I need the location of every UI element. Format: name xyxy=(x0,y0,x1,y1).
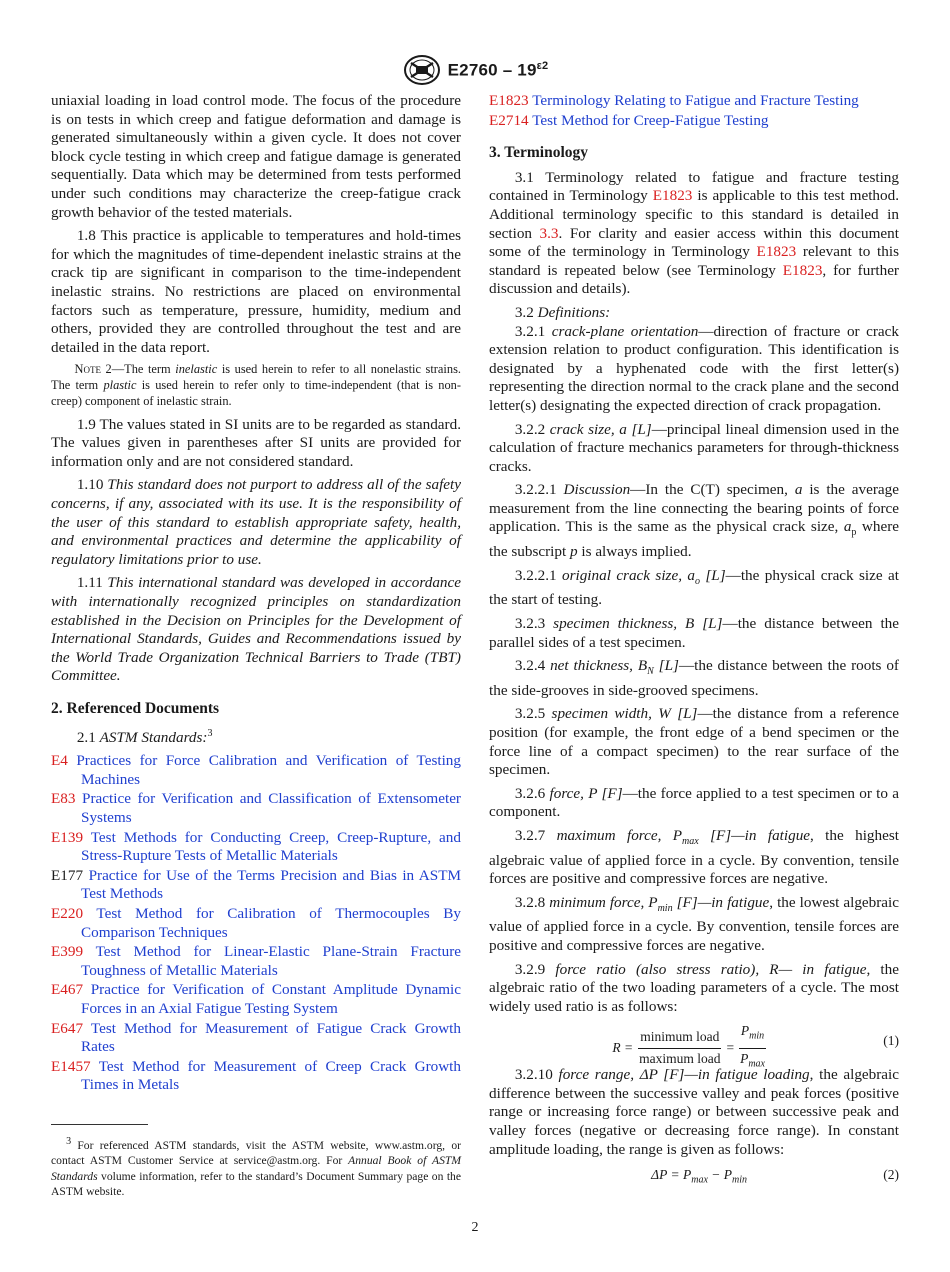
definition-specimen-thickness: 3.2.3 specimen thickness, B [L]—the distance between the parallel sides of a test specimen. xyxy=(489,614,900,651)
discussion-crack-size: 3.2.2.1 Discussion—In the C(T) specimen, a is the average measurement from the line connecting the bearing points of force application. This is the same as the physical crack size, $a_p$ where the subscript p is always implied. xyxy=(489,481,899,561)
reference-e4[interactable]: E4 Practices for Force Calibration and Verification of Testing Machines xyxy=(51,752,461,788)
definition-crack-plane-orientation: 3.2.1 crack-plane orientation—direction of fracture or crack extension relation to product configuration. This identification is designated by a hyphenated code with the first letter(s) representing the direction normal to the crack plane and the second letter(s) designating the expected direction of crack propagation. xyxy=(489,322,900,414)
reference-e139[interactable]: E139 Test Methods for Conducting Creep, Creep-Rupture, and Stress-Rupture Tests of Metallic Materials xyxy=(51,828,461,865)
definition-minimum-force: 3.2.8 minimum force, $P_{min}$ [F]—in fatigue, the lowest algebraic value of applied force in a cycle. By convention, tensile forces are positive and compressive forces are negative. xyxy=(489,893,900,954)
definition-maximum-force: 3.2.7 maximum force, $P_{max}$ [F]—in fatigue, the highest algebraic value of applied force in a cycle. By convention, tensile forces are positive and compressive forces are negative. xyxy=(489,826,899,888)
definition-original-crack-size: 3.2.2.1 original crack size, $a_o$ [L]—the physical crack size at the start of testing. xyxy=(489,566,899,609)
equation-2: $\Delta P = P_{max} - P_{min}$ (2) xyxy=(651,1167,899,1186)
paragraph-3-2: 3.2 Definitions: xyxy=(514,303,611,321)
reference-e399[interactable]: E399 Test Method for Linear-Elastic Plane-Strain Fracture Toughness of Metallic Materials xyxy=(51,943,461,979)
note-2: Note 2—The term inelastic is used herein to refer to all nonelastic strains. The term plastic is used herein to refer only to time-independent (that is non-creep) component of inelastic strain. xyxy=(51,362,462,408)
equation-number: (2) xyxy=(883,1167,899,1183)
page-header xyxy=(0,50,950,90)
footnote-3: 3 For referenced ASTM standards, visit the ASTM website, www.astm.org, or contact ASTM Customer Service at service@astm.org. For Annual Book of ASTM Standards volume information, refer to the standard’s Document Summary page on the ASTM website. xyxy=(51,1136,461,1199)
reference-e1457[interactable]: E1457 Test Method for Measurement of Creep Crack Growth Times in Metals xyxy=(51,1057,462,1094)
paragraph-1-11: 1.11 This international standard was developed in accordance with internationally recognized principles on standardization established in the Decision on Principles for the Development of International Standards, Guides and Recommendations issued by the World Trade Organization Technical Barriers to Trade (TBT) Committee. xyxy=(51,574,461,685)
reference-e1823[interactable]: E1823 Terminology Relating to Fatigue and Fracture Testing xyxy=(489,92,859,109)
paragraph-1-10: 1.10 This standard does not purport to address all of the safety concerns, if any, associated with its use. It is the responsibility of the user of this standard to establish appropriate safety, health, and environmental practices and determine the applicability of regulatory limitations prior to use. xyxy=(51,476,461,568)
link-e1823[interactable]: E1823 xyxy=(756,243,797,261)
definition-force-range: 3.2.10 force range, ΔP [F]—in fatigue loading, the algebraic difference between the successive valley and peak forces (positive range or increasing force range) or between successive peak and valley forces (negative or decreasing force range). In constant amplitude loading, the range is given as follows: xyxy=(489,1066,900,1158)
paragraph-1-8: 1.8 This practice is applicable to temperatures and hold-times for which the magnitudes of time-dependent inelastic strains at the crack tip are significant in comparison to the time-independent inelastic strains. No restrictions are placed on environmental factors such as temperature, pressure, humidity, medium and others, provided they are controlled throughout the test and are detailed in the data report. xyxy=(51,227,461,356)
paragraph-3-1: 3.1 Terminology related to fatigue and fracture testing contained in Terminology E1823 is applicable to this test method. Additional terminology specific to this standard is detailed in section 3.3. For clarity and easier access within this document some of the terminology in Terminology E1823 relevant to this standard is repeated below (see Terminology E1823, for further discussion and details). xyxy=(489,168,900,298)
definition-crack-size: 3.2.2 crack size, a [L]—principal lineal dimension used in the calculation of fracture mechanics parameters for through-thickness cracks. xyxy=(489,420,900,475)
section-heading-terminology: 3. Terminology xyxy=(489,144,589,162)
definition-specimen-width: 3.2.5 specimen width, W [L]—the distance from a reference position (for example, the front edge of a bend specimen or the force line of a compact specimen) to the rear surface of the specimen. xyxy=(489,705,900,779)
footnote-divider xyxy=(51,1124,148,1125)
document-designation: $E2760 - 19^{\varepsilon 2}$ xyxy=(447,59,549,80)
link-section-3-3[interactable]: 3.3 xyxy=(539,224,559,242)
equation-1: R = $\frac{\text{minimum load}}{\text{maximum load}}$ = $\frac{P_{min}}{P_{max}}$ (1) xyxy=(612,1023,899,1070)
link-e1823[interactable]: E1823 xyxy=(652,187,693,205)
reference-e647[interactable]: E647 Test Method for Measurement of Fatigue Crack Growth Rates xyxy=(51,1019,461,1056)
equation-number: (1) xyxy=(883,1033,899,1049)
reference-e220[interactable]: E220 Test Method for Calibration of Thermocouples By Comparison Techniques xyxy=(51,905,461,941)
left-column xyxy=(51,92,461,1096)
definition-force-ratio: 3.2.9 force ratio (also stress ratio), R— in fatigue, the algebraic ratio of the two loading parameters of a cycle. The most widely used ratio is as follows: xyxy=(489,960,899,1015)
reference-e83[interactable]: E83 Practice for Verification and Classification of Extensometer Systems xyxy=(51,790,461,827)
reference-e177[interactable]: E177 Practice for Use of the Terms Precision and Bias in ASTM Test Methods xyxy=(51,866,462,903)
reference-e467[interactable]: E467 Practice for Verification of Constant Amplitude Dynamic Forces in an Axial Fatigue Testing System xyxy=(51,981,461,1017)
section-heading-referenced-documents: 2. Referenced Documents xyxy=(51,700,220,718)
definition-force: 3.2.6 force, P [F]—the force applied to a test specimen or to a component. xyxy=(489,784,900,821)
astm-logo-icon xyxy=(402,54,442,86)
reference-e2714[interactable]: E2714 Test Method for Creep-Fatigue Testing xyxy=(489,111,769,129)
page-number: 2 xyxy=(471,1220,479,1235)
link-e1823[interactable]: E1823 xyxy=(782,261,823,279)
paragraph-scope-continued: uniaxial loading in load control mode. The focus of the procedure is on tests in which creep and fatigue deformation and damage is generated simultaneously within a given cycle. It does not cover block cycle testing in which creep and fatigue damage is generated sequentially. Data which may be determined from tests performed under such conditions may characterize the creep-fatigue crack growth behavior of the tested materials. xyxy=(51,92,461,221)
paragraph-1-9: 1.9 The values stated in SI units are to be regarded as standard. The values given in parentheses after SI units are provided for information only and are not considered standard. xyxy=(51,415,461,470)
paragraph-2-1: 2.1 ASTM Standards:$^3$ xyxy=(76,727,213,746)
definition-net-thickness: 3.2.4 net thickness, $B_N$ [L]—the distance between the roots of the side-grooves in side-grooved specimens. xyxy=(489,657,899,699)
right-column xyxy=(489,92,899,1186)
